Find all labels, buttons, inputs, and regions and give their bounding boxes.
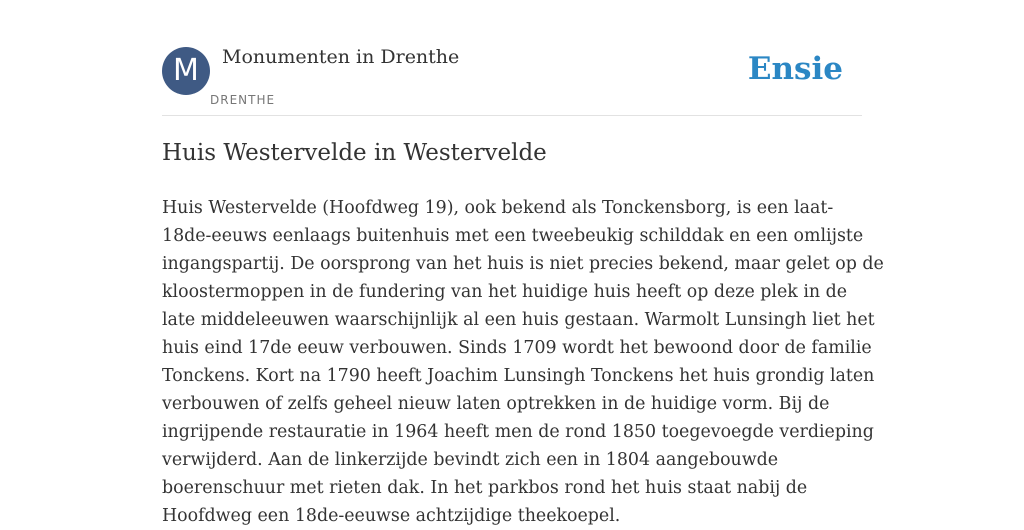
body-line: huis eind 17de eeuw verbouwen. Sinds 1709 wordt het bewoond door de familie (162, 338, 872, 358)
body-line: late middeleeuwen waarschijnlijk al een huis gestaan. Warmolt Lunsingh liet het (162, 310, 875, 330)
body-line: Tonckens. Kort na 1790 heeft Joachim Lunsingh Tonckens het huis grondig laten (162, 366, 875, 386)
body-line: Huis Westervelde (Hoofdweg 19), ook bekend als Tonckensborg, is een laat- (162, 198, 834, 218)
body-line: verbouwen of zelfs geheel nieuw laten optrekken in de huidige vorm. Bij de (162, 394, 830, 414)
body-line: kloostermoppen in de fundering van het huidige huis heeft op deze plek in de (162, 282, 848, 302)
category-tag[interactable]: DRENTHE (210, 93, 276, 107)
body-line: boerenschuur met rieten dak. In het parkbos rond het huis staat nabij de (162, 478, 808, 498)
site-title[interactable]: Monumenten in Drenthe (222, 46, 460, 68)
body-line: 18de-eeuws eenlaags buitenhuis met een tweebeukig schilddak en een omlijste (162, 226, 864, 246)
header-divider (162, 115, 862, 116)
article-title: Huis Westervelde in Westervelde (162, 140, 547, 166)
body-line: Hoofdweg een 18de-eeuwse achtzijdige theekoepel. (162, 506, 621, 526)
body-line: ingrijpende restauratie in 1964 heeft men de rond 1850 toegevoegde verdieping (162, 422, 874, 442)
article-body (162, 194, 884, 530)
body-line: ingangspartij. De oorsprong van het huis is niet precies bekend, maar gelet op de (162, 254, 884, 274)
avatar[interactable]: M (162, 47, 210, 95)
body-line: verwijderd. Aan de linkerzijde bevindt zich een in 1804 aangebouwde (162, 450, 779, 470)
brand-logo[interactable]: Ensie (747, 51, 843, 87)
